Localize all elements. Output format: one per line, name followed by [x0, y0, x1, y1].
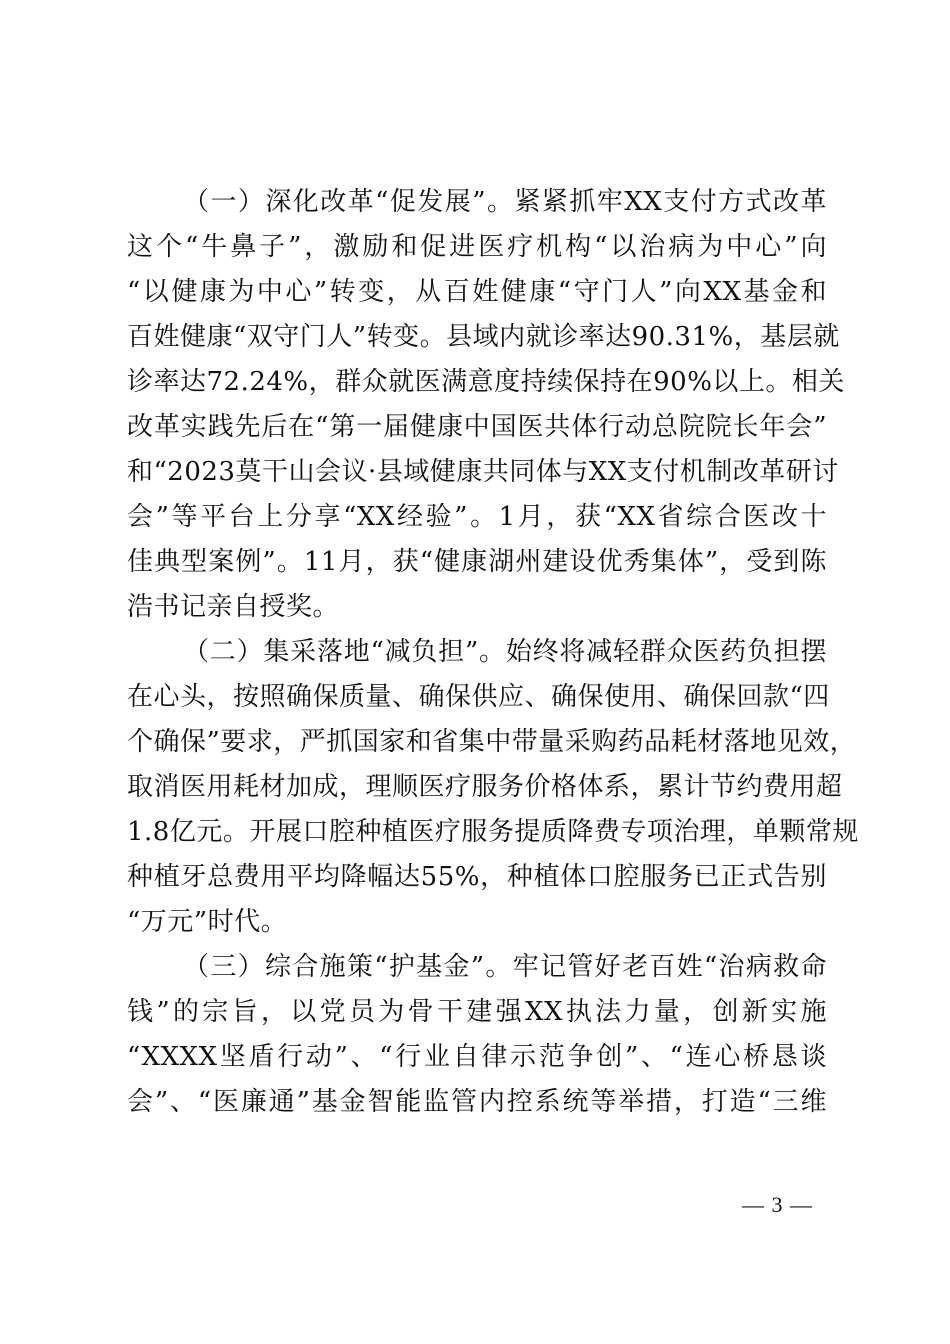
text-line: （二）集采落地“减负担”。始终将减轻群众医药负担摆 — [183, 637, 827, 667]
text-line: “万元”时代。 — [127, 907, 288, 937]
paragraph-2 — [127, 630, 859, 945]
text-line: 浩书记亲自授奖。 — [127, 592, 340, 622]
text-line: 改革实践先后在“第一届健康中国医共体行动总院院长年会” — [127, 412, 827, 442]
text-line: 会”等平台上分享“XX经验”。1月，获“XX省综合医改十 — [127, 502, 827, 532]
text-line: 在心头，按照确保质量、确保供应、确保使用、确保回款“四 — [127, 682, 830, 712]
text-line: 这个“牛鼻子”，激励和促进医疗机构“以治病为中心”向 — [127, 232, 827, 262]
text-line: 百姓健康“双守门人”转变。县域内就诊率达90.31%，基层就 — [127, 322, 840, 352]
text-line: “XXXX坚盾行动”、“行业自律示范争创”、“连心桥恳谈 — [127, 1042, 827, 1072]
text-line: 种植牙总费用平均降幅达55%，种植体口腔服务已正式告别 — [127, 862, 827, 892]
page-number: — 3 — — [742, 1192, 813, 1217]
text-line: 会”、“医廉通”基金智能监管内控系统等举措，打造“三维 — [127, 1087, 827, 1117]
text-line: 钱”的宗旨，以党员为骨干建强XX执法力量，创新实施 — [127, 997, 827, 1027]
text-line: 1.8亿元。开展口腔种植医疗服务提质降费专项治理，单颗常规 — [127, 817, 859, 847]
text-line: “以健康为中心”转变，从百姓健康“守门人”向XX基金和 — [127, 277, 827, 307]
text-line: 佳典型案例”。11月，获“健康湖州建设优秀集体”，受到陈 — [127, 547, 827, 577]
text-line: （三）综合施策“护基金”。牢记管好老百姓“治病救命 — [183, 952, 827, 982]
document-body — [127, 180, 859, 1125]
paragraph-1 — [127, 180, 845, 630]
text-line: 个确保”要求，严抓国家和省集中带量采购药品耗材落地见效， — [127, 727, 857, 757]
text-line: 诊率达72.24%，群众就医满意度持续保持在90%以上。相关 — [127, 367, 845, 397]
text-line: 取消医用耗材加成，理顺医疗服务价格体系，累计节约费用超 — [127, 772, 843, 802]
text-line: 和“2023莫干山会议·县域健康共同体与XX支付机制改革研讨 — [127, 457, 839, 487]
paragraph-3 — [127, 945, 827, 1125]
text-line: （一）深化改革“促发展”。紧紧抓牢XX支付方式改革 — [183, 187, 827, 217]
